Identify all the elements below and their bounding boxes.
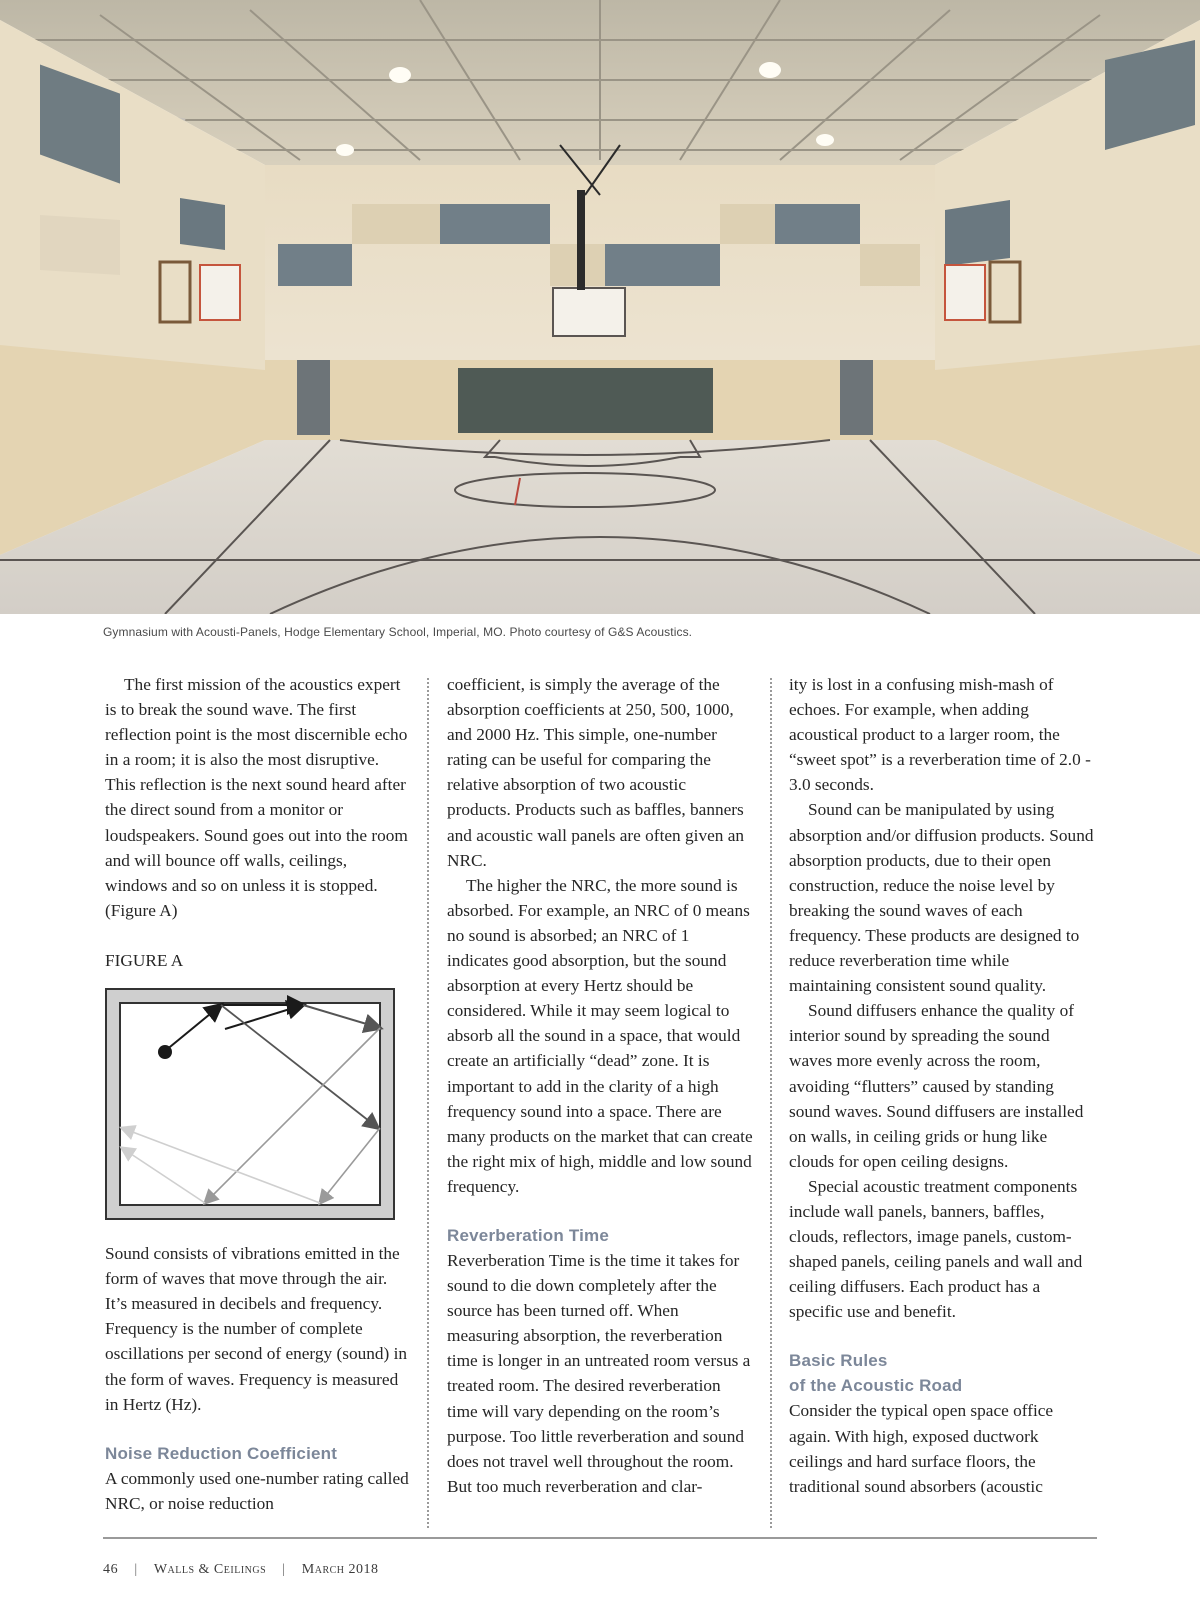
paragraph: A commonly used one-number rating called NRC, or noise reduction — [105, 1468, 409, 1513]
figure-a-diagram — [105, 988, 395, 1220]
column-3 — [789, 672, 1095, 1499]
magazine-title: Walls & Ceilings — [153, 1562, 267, 1577]
paragraph: ity is lost in a confusing mish-mash of echoes. For example, when adding acoustical product to a larger room, the “sweet spot” is a reverberation time of 2.0 - 3.0 seconds. — [789, 675, 1091, 795]
paragraph: Reverberation Time is the time it takes for sound to die down completely after the source has been turned off. When measuring absorption, the reverberation time is longer in an untreated room versus a treated room. The desired reverberation time will vary depending on the room’s purpose. Too little reverberation and sound does not travel well throughout the room. But too much reverberation and clar- — [447, 1250, 751, 1496]
paragraph: Special acoustic treatment components include wall panels, banners, baffles, clouds, reflectors, image panels, custom-shaped panels, ceiling panels and wall and ceiling diffusers. Each product has a specific use and benefit. — [789, 1176, 1083, 1322]
heading-reverberation: Reverberation Time — [447, 1225, 610, 1245]
page-footer: 46 | Walls & Ceilings | March 2018 — [103, 1562, 379, 1577]
heading-basic-rules-2: of the Acoustic Road — [789, 1376, 963, 1396]
gymnasium-photo — [0, 0, 1200, 614]
paragraph: Sound can be manipulated by using absorption and/or diffusion products. Sound absorption products, due to their open construction, reduce the noise level by breaking the sound waves of each frequency. These products are designed to reduce reverberation time while maintaining consistent sound quality. — [789, 800, 1094, 996]
figure-label: FIGURE A — [105, 950, 184, 970]
column-2 — [447, 672, 753, 1499]
heading-nrc: Noise Reduction Coefficient — [105, 1443, 338, 1463]
paragraph: The first mission of the acoustics expert is to break the sound wave. The first reflection point is the most discernible echo in a room; it is also the most disruptive. This reflection is the next sound heard after the direct sound from a monitor or loudspeakers. Sound goes out into the room and will bounce off walls, ceilings, windows and so on unless it is stopped. (Figure A) — [105, 675, 408, 920]
paragraph: Sound consists of vibrations emitted in the form of waves that move through the air. It’s measured in decibels and frequency. Frequency is the number of complete oscillations per second of energy (sound) in the form of waves. Frequency is measured in Hertz (Hz). — [105, 1244, 408, 1414]
sound-source-dot — [158, 1045, 172, 1059]
footer-rule — [103, 1537, 1097, 1539]
paragraph: Sound diffusers enhance the quality of interior sound by spreading the sound waves more evenly across the room, avoiding “flutters” caused by standing sound waves. Sound diffusers are installed on walls, in ceiling grids or hung like clouds for open ceiling designs. — [789, 1001, 1084, 1171]
column-divider — [427, 678, 429, 1528]
paragraph: The higher the NRC, the more sound is absorbed. For example, an NRC of 0 means no sound is absorbed; an NRC of 1 indicates good absorption, but the sound absorption at every Hertz should be considered. While it may seem logical to absorb all the sound in a space, that would create an artificially “dead” zone. It is important to add in the clarity of a high frequency sound into a space. There are many products on the market that can create the right mix of high, middle and low sound frequency. — [447, 875, 753, 1196]
figure-room — [120, 1003, 380, 1205]
issue-date: March 2018 — [301, 1562, 379, 1577]
paragraph: Consider the typical open space office again. With high, exposed ductwork ceilings and hard surface floors, the traditional sound absorbers (acoustic — [789, 1401, 1054, 1496]
paragraph: coefficient, is simply the average of the absorption coefficients at 250, 500, 1000, and 2000 Hz. This simple, one-number rating can be useful for comparing the relative absorption of two acoustic products. Products such as baffles, banners and acoustic wall panels are often given an NRC. — [447, 675, 745, 870]
page-number: 46 — [103, 1562, 119, 1577]
photo-caption: Gymnasium with Acousti-Panels, Hodge Elementary School, Imperial, MO. Photo courtesy of G&S Acoustics. — [103, 625, 693, 639]
heading-basic-rules: Basic Rules — [789, 1351, 888, 1371]
column-divider — [770, 678, 772, 1528]
